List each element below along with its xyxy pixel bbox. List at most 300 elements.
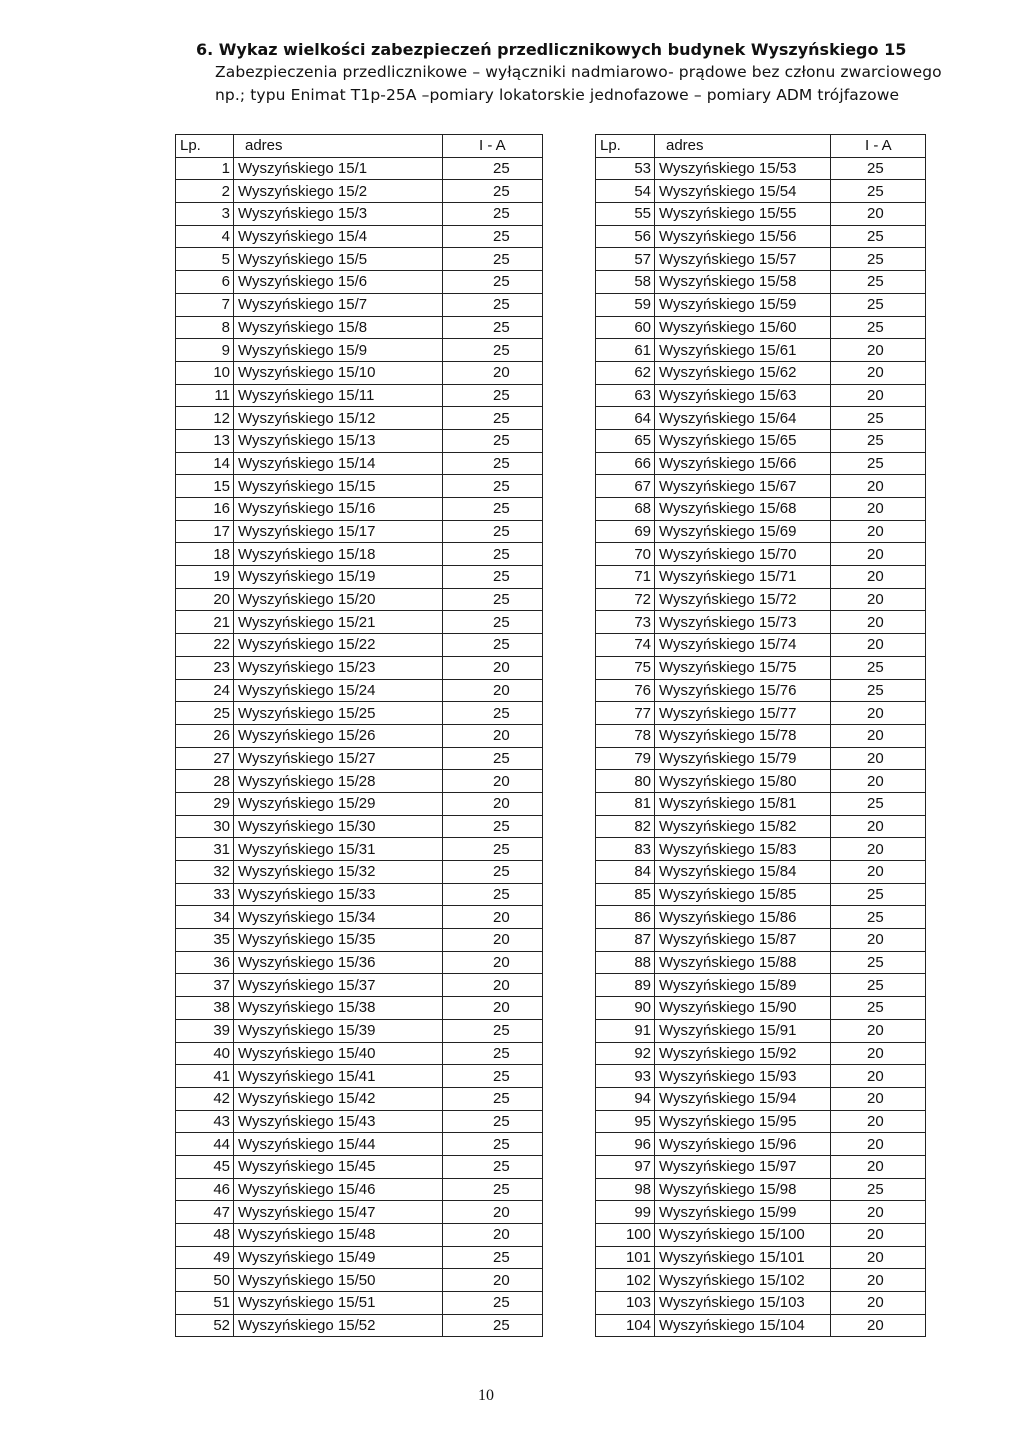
row-current: 25 [831,157,926,180]
row-address: Wyszyńskiego 15/20 [234,588,443,611]
row-number: 5 [176,248,234,271]
row-address: Wyszyńskiego 15/52 [234,1314,443,1337]
table-row [176,792,543,815]
row-number: 91 [596,1019,655,1042]
row-address: Wyszyńskiego 15/50 [234,1269,443,1292]
row-number: 53 [596,157,655,180]
row-current: 20 [831,724,926,747]
row-address: Wyszyńskiego 15/47 [234,1201,443,1224]
column-header-current: I - A [443,135,543,158]
row-address: Wyszyńskiego 15/79 [655,747,831,770]
row-number: 81 [596,792,655,815]
row-number: 21 [176,611,234,634]
table-row [596,452,926,475]
table-row [176,384,543,407]
row-number: 59 [596,293,655,316]
row-number: 9 [176,339,234,362]
table-row [176,702,543,725]
row-number: 82 [596,815,655,838]
row-address: Wyszyńskiego 15/11 [234,384,443,407]
table-row [596,724,926,747]
table-header-row [176,135,543,158]
row-address: Wyszyńskiego 15/54 [655,180,831,203]
row-number: 31 [176,838,234,861]
table-row [596,543,926,566]
row-address: Wyszyńskiego 15/99 [655,1201,831,1224]
table-row [176,838,543,861]
row-current: 25 [443,248,543,271]
table-row [176,293,543,316]
row-number: 95 [596,1110,655,1133]
document-heading [196,40,996,104]
table-row [596,407,926,430]
row-number: 2 [176,180,234,203]
table-row [176,634,543,657]
row-number: 7 [176,293,234,316]
row-address: Wyszyńskiego 15/39 [234,1019,443,1042]
row-number: 11 [176,384,234,407]
row-address: Wyszyńskiego 15/81 [655,792,831,815]
row-current: 20 [443,724,543,747]
row-number: 83 [596,838,655,861]
row-number: 3 [176,203,234,226]
row-current: 25 [831,407,926,430]
row-number: 84 [596,861,655,884]
row-number: 18 [176,543,234,566]
table-row [176,1269,543,1292]
row-address: Wyszyńskiego 15/91 [655,1019,831,1042]
row-address: Wyszyńskiego 15/51 [234,1292,443,1315]
row-current: 20 [443,906,543,929]
table-row [176,248,543,271]
row-address: Wyszyńskiego 15/61 [655,339,831,362]
table-row [596,792,926,815]
row-current: 25 [831,452,926,475]
table-row [176,724,543,747]
table-row [596,1314,926,1337]
row-current: 25 [443,611,543,634]
row-current: 20 [443,770,543,793]
row-current: 20 [443,361,543,384]
table-row [596,1155,926,1178]
row-number: 102 [596,1269,655,1292]
row-number: 33 [176,883,234,906]
row-address: Wyszyńskiego 15/34 [234,906,443,929]
row-number: 67 [596,475,655,498]
table-row [596,997,926,1020]
row-current: 25 [443,543,543,566]
row-number: 51 [176,1292,234,1315]
row-number: 12 [176,407,234,430]
row-address: Wyszyńskiego 15/94 [655,1087,831,1110]
table-row [176,316,543,339]
row-current: 25 [443,271,543,294]
row-current: 20 [443,997,543,1020]
table-row [176,679,543,702]
row-current: 20 [831,1246,926,1269]
row-address: Wyszyńskiego 15/59 [655,293,831,316]
table-header-row [596,135,926,158]
column-header-lp: Lp. [176,135,234,158]
row-current: 25 [443,452,543,475]
table-row [596,1224,926,1247]
table-row [176,225,543,248]
row-address: Wyszyńskiego 15/29 [234,792,443,815]
row-address: Wyszyńskiego 15/73 [655,611,831,634]
row-number: 27 [176,747,234,770]
row-address: Wyszyńskiego 15/40 [234,1042,443,1065]
row-number: 92 [596,1042,655,1065]
row-address: Wyszyńskiego 15/56 [655,225,831,248]
table-row [176,429,543,452]
row-address: Wyszyńskiego 15/87 [655,929,831,952]
row-number: 36 [176,951,234,974]
row-current: 25 [831,180,926,203]
row-number: 56 [596,225,655,248]
page-number: 10 [478,1387,494,1404]
table-row [596,1110,926,1133]
row-address: Wyszyńskiego 15/70 [655,543,831,566]
row-current: 20 [831,770,926,793]
section-title: 6. Wykaz wielkości zabezpieczeń przedlicznikowych budynek Wyszyńskiego 15 [196,40,907,59]
row-current: 25 [443,1292,543,1315]
row-number: 63 [596,384,655,407]
row-address: Wyszyńskiego 15/74 [655,634,831,657]
table-row [176,1087,543,1110]
table-row [596,679,926,702]
row-address: Wyszyńskiego 15/41 [234,1065,443,1088]
row-address: Wyszyńskiego 15/69 [655,520,831,543]
row-current: 25 [443,475,543,498]
row-number: 89 [596,974,655,997]
row-current: 25 [443,1133,543,1156]
row-current: 20 [443,656,543,679]
row-current: 25 [443,1042,543,1065]
row-address: Wyszyńskiego 15/23 [234,656,443,679]
row-address: Wyszyńskiego 15/49 [234,1246,443,1269]
row-number: 98 [596,1178,655,1201]
breaker-table-left [175,134,543,1337]
row-current: 25 [831,225,926,248]
table-row [176,543,543,566]
row-address: Wyszyńskiego 15/19 [234,566,443,589]
row-current: 20 [831,747,926,770]
row-address: Wyszyńskiego 15/15 [234,475,443,498]
row-number: 96 [596,1133,655,1156]
row-number: 54 [596,180,655,203]
row-number: 14 [176,452,234,475]
row-number: 90 [596,997,655,1020]
row-current: 20 [831,475,926,498]
table-row [176,1065,543,1088]
row-current: 20 [831,566,926,589]
table-row [596,157,926,180]
table-row [596,1019,926,1042]
row-current: 20 [831,1155,926,1178]
row-number: 85 [596,883,655,906]
column-header-lp: Lp. [596,135,655,158]
row-number: 49 [176,1246,234,1269]
row-number: 8 [176,316,234,339]
table-row [596,1133,926,1156]
row-number: 71 [596,566,655,589]
row-number: 99 [596,1201,655,1224]
table-row [176,906,543,929]
row-number: 24 [176,679,234,702]
row-current: 20 [831,1224,926,1247]
row-number: 6 [176,271,234,294]
row-current: 20 [831,702,926,725]
row-address: Wyszyńskiego 15/60 [655,316,831,339]
row-number: 48 [176,1224,234,1247]
row-address: Wyszyńskiego 15/93 [655,1065,831,1088]
table-row [596,498,926,521]
table-row [176,1019,543,1042]
table-row [176,1178,543,1201]
row-number: 19 [176,566,234,589]
row-address: Wyszyńskiego 15/97 [655,1155,831,1178]
row-address: Wyszyńskiego 15/57 [655,248,831,271]
row-address: Wyszyńskiego 15/27 [234,747,443,770]
row-number: 86 [596,906,655,929]
row-current: 20 [831,634,926,657]
table-row [176,339,543,362]
row-number: 37 [176,974,234,997]
row-number: 29 [176,792,234,815]
table-row [596,225,926,248]
row-current: 20 [831,543,926,566]
row-number: 68 [596,498,655,521]
table-row [596,566,926,589]
table-row [596,747,926,770]
row-current: 25 [831,293,926,316]
row-address: Wyszyńskiego 15/24 [234,679,443,702]
row-current: 25 [831,316,926,339]
row-number: 93 [596,1065,655,1088]
row-number: 4 [176,225,234,248]
table-row [176,157,543,180]
table-row [596,974,926,997]
table-row [176,951,543,974]
row-number: 80 [596,770,655,793]
row-number: 1 [176,157,234,180]
row-number: 22 [176,634,234,657]
row-address: Wyszyńskiego 15/16 [234,498,443,521]
row-current: 20 [831,1042,926,1065]
column-header-current: I - A [831,135,926,158]
row-address: Wyszyńskiego 15/95 [655,1110,831,1133]
row-address: Wyszyńskiego 15/8 [234,316,443,339]
row-address: Wyszyńskiego 15/13 [234,429,443,452]
table-row [176,588,543,611]
row-number: 97 [596,1155,655,1178]
row-current: 20 [831,1314,926,1337]
row-current: 25 [443,861,543,884]
row-current: 20 [443,1224,543,1247]
row-current: 25 [443,1246,543,1269]
row-number: 13 [176,429,234,452]
row-address: Wyszyńskiego 15/21 [234,611,443,634]
row-current: 25 [831,679,926,702]
table-row [176,815,543,838]
table-row [596,883,926,906]
row-address: Wyszyńskiego 15/53 [655,157,831,180]
row-address: Wyszyńskiego 15/86 [655,906,831,929]
row-current: 20 [831,1087,926,1110]
table-row [176,974,543,997]
row-address: Wyszyńskiego 15/98 [655,1178,831,1201]
row-address: Wyszyńskiego 15/62 [655,361,831,384]
row-current: 25 [443,1178,543,1201]
row-current: 25 [443,1110,543,1133]
table-row [596,702,926,725]
table-row [176,520,543,543]
table-row [596,293,926,316]
table-row [176,498,543,521]
row-number: 47 [176,1201,234,1224]
row-number: 79 [596,747,655,770]
row-current: 20 [831,1269,926,1292]
row-number: 101 [596,1246,655,1269]
row-address: Wyszyńskiego 15/78 [655,724,831,747]
row-number: 58 [596,271,655,294]
table-row [596,203,926,226]
row-number: 73 [596,611,655,634]
table-row [176,566,543,589]
row-address: Wyszyńskiego 15/28 [234,770,443,793]
row-current: 20 [831,611,926,634]
table-row [176,1042,543,1065]
row-number: 77 [596,702,655,725]
table-row [596,429,926,452]
row-address: Wyszyńskiego 15/82 [655,815,831,838]
row-current: 25 [831,1178,926,1201]
row-number: 40 [176,1042,234,1065]
row-address: Wyszyńskiego 15/38 [234,997,443,1020]
table-row [596,1065,926,1088]
row-address: Wyszyńskiego 15/45 [234,1155,443,1178]
row-current: 25 [443,634,543,657]
row-current: 25 [443,1065,543,1088]
row-current: 25 [443,407,543,430]
table-row [596,906,926,929]
row-current: 25 [831,997,926,1020]
row-address: Wyszyńskiego 15/96 [655,1133,831,1156]
row-current: 20 [831,1133,926,1156]
row-current: 25 [443,815,543,838]
row-current: 25 [443,702,543,725]
row-address: Wyszyńskiego 15/33 [234,883,443,906]
table-row [596,271,926,294]
table-row [596,339,926,362]
table-row [596,588,926,611]
row-address: Wyszyńskiego 15/46 [234,1178,443,1201]
row-current: 25 [443,339,543,362]
table-row [176,1133,543,1156]
table-row [596,1201,926,1224]
row-current: 25 [443,225,543,248]
row-number: 87 [596,929,655,952]
row-address: Wyszyńskiego 15/30 [234,815,443,838]
row-current: 20 [443,679,543,702]
row-current: 20 [831,203,926,226]
row-address: Wyszyńskiego 15/65 [655,429,831,452]
row-address: Wyszyńskiego 15/26 [234,724,443,747]
row-number: 26 [176,724,234,747]
row-number: 30 [176,815,234,838]
row-number: 43 [176,1110,234,1133]
row-address: Wyszyńskiego 15/104 [655,1314,831,1337]
row-current: 25 [443,1314,543,1337]
row-address: Wyszyńskiego 15/89 [655,974,831,997]
row-address: Wyszyńskiego 15/32 [234,861,443,884]
row-number: 45 [176,1155,234,1178]
row-address: Wyszyńskiego 15/83 [655,838,831,861]
table-row [176,1224,543,1247]
table-row [176,611,543,634]
row-current: 20 [831,384,926,407]
row-address: Wyszyńskiego 15/67 [655,475,831,498]
table-row [596,656,926,679]
row-number: 66 [596,452,655,475]
row-number: 55 [596,203,655,226]
row-current: 20 [831,361,926,384]
row-number: 69 [596,520,655,543]
row-address: Wyszyńskiego 15/85 [655,883,831,906]
table-row [596,611,926,634]
row-address: Wyszyńskiego 15/14 [234,452,443,475]
row-current: 25 [443,203,543,226]
table-row [596,770,926,793]
row-address: Wyszyńskiego 15/64 [655,407,831,430]
row-address: Wyszyńskiego 15/77 [655,702,831,725]
row-address: Wyszyńskiego 15/22 [234,634,443,657]
row-address: Wyszyńskiego 15/17 [234,520,443,543]
row-current: 25 [443,520,543,543]
row-number: 74 [596,634,655,657]
column-header-adres: adres [234,135,443,158]
row-number: 34 [176,906,234,929]
row-address: Wyszyńskiego 15/75 [655,656,831,679]
row-number: 72 [596,588,655,611]
row-current: 25 [831,951,926,974]
row-address: Wyszyńskiego 15/4 [234,225,443,248]
table-row [176,770,543,793]
row-address: Wyszyńskiego 15/1 [234,157,443,180]
row-number: 10 [176,361,234,384]
table-row [176,1292,543,1315]
column-header-adres: adres [655,135,831,158]
table-row [596,1042,926,1065]
description-line-2: np.; typu Enimat T1p-25A –pomiary lokatorskie jednofazowe – pomiary ADM trójfazowe [215,86,900,104]
row-number: 25 [176,702,234,725]
row-number: 62 [596,361,655,384]
table-row [176,656,543,679]
row-number: 41 [176,1065,234,1088]
table-row [176,997,543,1020]
row-current: 25 [831,792,926,815]
row-number: 42 [176,1087,234,1110]
table-row [596,929,926,952]
row-number: 57 [596,248,655,271]
row-number: 35 [176,929,234,952]
row-number: 88 [596,951,655,974]
row-address: Wyszyńskiego 15/43 [234,1110,443,1133]
row-number: 23 [176,656,234,679]
row-current: 25 [443,883,543,906]
row-current: 25 [443,566,543,589]
row-current: 20 [831,929,926,952]
